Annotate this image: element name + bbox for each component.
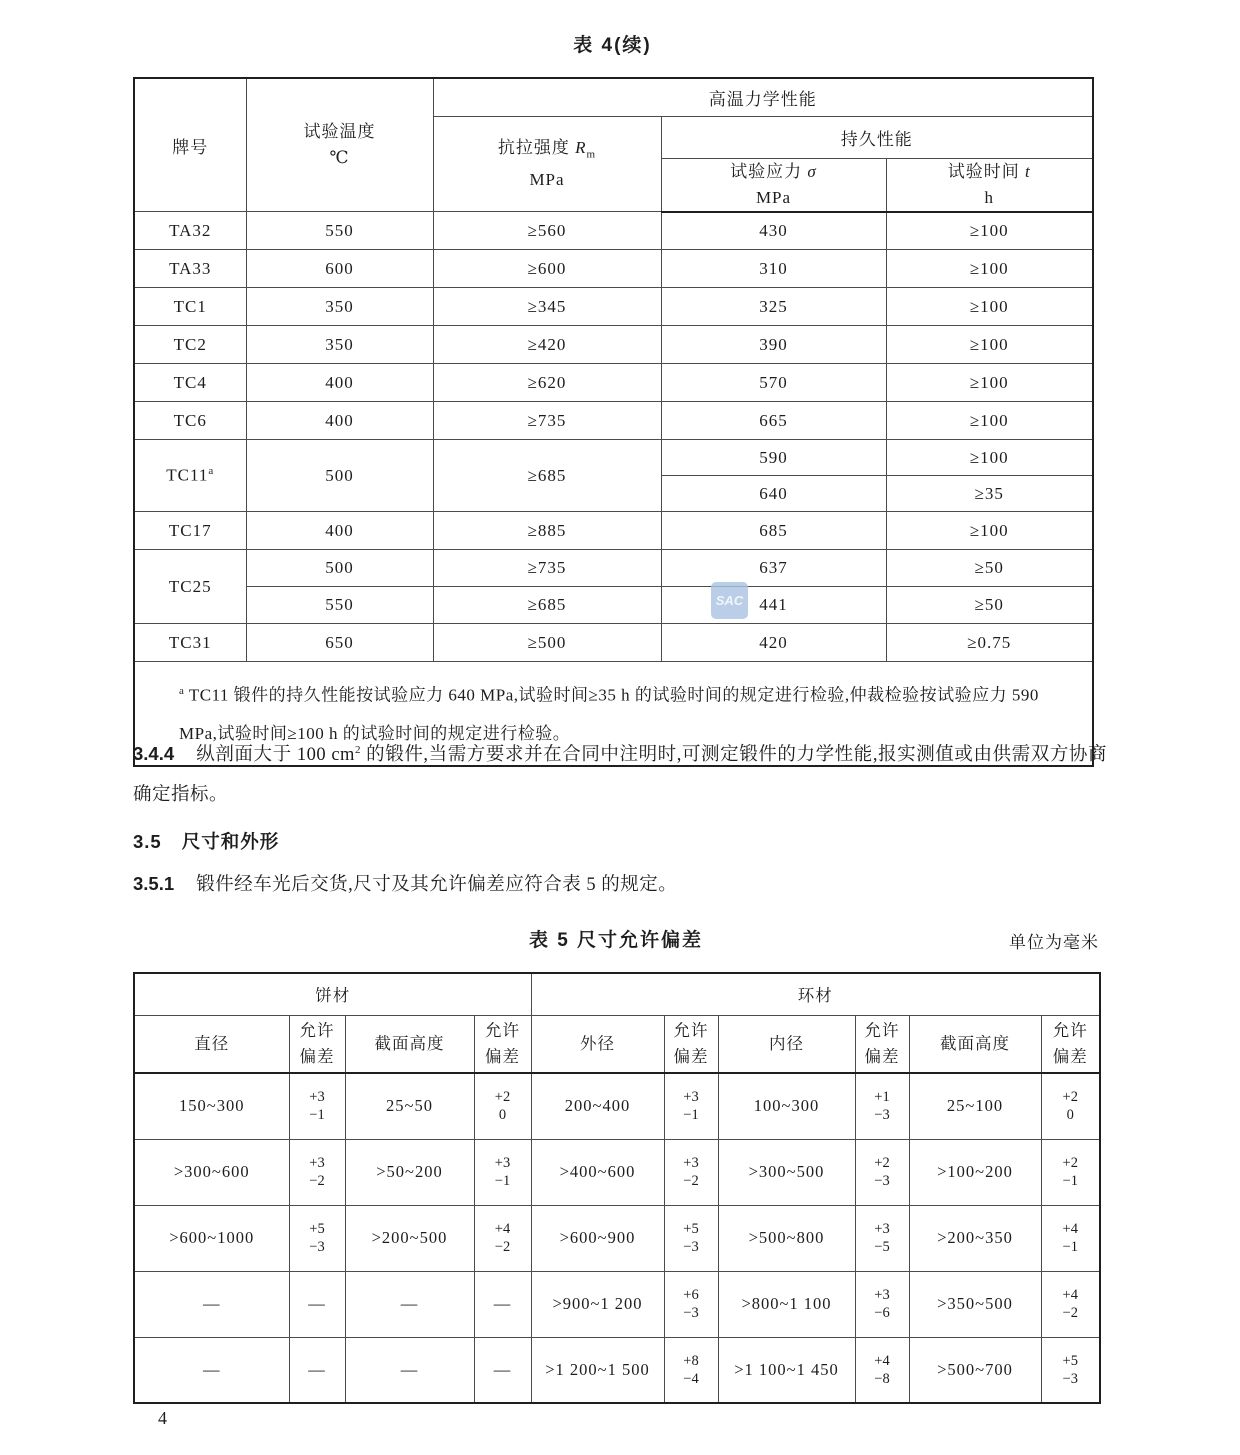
table-row: TC6 400 ≥735 665 ≥100 <box>134 402 1093 440</box>
section-3-5-heading: 3.5 尺寸和外形 <box>133 831 280 852</box>
table-row: >600~1000 +5 −3 >200~500 +4 −2 >600~900 +5 −3 >500~800 +3 −5 >200~350 +4 −1 <box>134 1205 1100 1271</box>
sac-watermark: SAC <box>711 582 748 619</box>
col-tolerance: 允许 偏差 <box>1041 1015 1100 1073</box>
col-outer-diameter: 外径 <box>531 1015 664 1073</box>
col-inner-diameter: 内径 <box>718 1015 855 1073</box>
table5-caption <box>133 925 1099 952</box>
table4-footnote: $^a$ TC11 锻件的持久性能按试验应力 640 MPa,试验时间≥35 h 的试验时间的规定进行检验,仲裁检验按试验应力 590 MPa,试验时间≥100 h 的试验时间的规定进行检验。 <box>134 662 1093 766</box>
table4 <box>133 77 1094 767</box>
group-cake: 饼材 <box>134 973 531 1015</box>
table-row-tc25-sub2: 550 ≥685 441 ≥50 <box>134 587 1093 624</box>
table-row-tc11-sub1: TC11$^a$ 500 ≥685 590 ≥100 <box>134 440 1093 476</box>
tc11-grade: TC11$^a$ <box>134 440 246 512</box>
col-grade: 牌号 <box>134 78 246 212</box>
table-row: TC1 350 ≥345 325 ≥100 <box>134 288 1093 326</box>
clause-number: 3.5.1 <box>133 873 175 894</box>
table4-header-row1 <box>134 78 1093 116</box>
col-diameter: 直径 <box>134 1015 289 1073</box>
table5 <box>133 972 1101 1404</box>
col-tolerance: 允许 偏差 <box>664 1015 718 1073</box>
table5-header-row2 <box>134 1015 1100 1073</box>
table-row: TC17 400 ≥885 685 ≥100 <box>134 512 1093 550</box>
col-tolerance: 允许 偏差 <box>289 1015 345 1073</box>
col-hot-properties: 高温力学性能 <box>433 78 1093 116</box>
table-row: TA33 600 ≥600 310 ≥100 <box>134 250 1093 288</box>
table-row: TA32 550 ≥560 430 ≥100 <box>134 212 1093 250</box>
table-row: 150~300 +3 −1 25~50 +2 0 200~400 +3 −1 100~300 +1 −3 25~100 +2 0 <box>134 1073 1100 1139</box>
table-row-tc11-sub2: 640 ≥35 <box>134 476 1093 512</box>
table-row-tc25-sub1: TC25 500 ≥735 637 ≥50 <box>134 550 1093 587</box>
col-test-stress: 试验应力 σ MPa <box>661 158 886 212</box>
col-endurance: 持久性能 <box>661 116 1093 158</box>
col-tolerance: 允许 偏差 <box>474 1015 531 1073</box>
col-section-height: 截面高度 <box>345 1015 474 1073</box>
clause-3-4-4: 3.4.4 纵剖面大于 100 $cm^2$ 的锻件,当需方要求并在合同中注明时,可测定锻件的力学性能,报实测值或由供需双方协商确定指标。 <box>133 743 1107 806</box>
col-test-time: 试验时间 t h <box>886 158 1093 212</box>
table-row: >300~600 +3 −2 >50~200 +3 −1 >400~600 +3 −2 >300~500 +2 −3 >100~200 +2 −1 <box>134 1139 1100 1205</box>
table-row: TC2 350 ≥420 390 ≥100 <box>134 326 1093 364</box>
page-number: 4 <box>158 1408 167 1428</box>
table-row: TC31 650 ≥500 420 ≥0.75 <box>134 624 1093 662</box>
table-row: — — — — >900~1 200 +6 −3 >800~1 100 +3 −6 >350~500 +4 −2 <box>134 1271 1100 1337</box>
group-ring: 环材 <box>531 973 1100 1015</box>
col-tensile-strength: 抗拉强度 $R_m$ MPa <box>433 116 661 212</box>
table-row: TC4 400 ≥620 570 ≥100 <box>134 364 1093 402</box>
col-section-height: 截面高度 <box>909 1015 1041 1073</box>
table5-title: 表 5 尺寸允许偏差 <box>528 930 704 951</box>
col-test-temp: 试验温度 ℃ <box>246 78 433 212</box>
col-tolerance: 允许 偏差 <box>855 1015 909 1073</box>
table5-unit-note: 单位为毫米 <box>1009 933 1099 952</box>
table-row: — — — — >1 200~1 500 +8 −4 >1 100~1 450 +4 −8 >500~700 +5 −3 <box>134 1337 1100 1403</box>
clause-number: 3.4.4 <box>133 743 175 765</box>
clause-3-5-1: 3.5.1 锻件经车光后交货,尺寸及其允许偏差应符合表 5 的规定。 <box>133 873 678 895</box>
table4-title: 表 4(续) <box>573 35 652 56</box>
table5-header-row1 <box>134 973 1100 1015</box>
